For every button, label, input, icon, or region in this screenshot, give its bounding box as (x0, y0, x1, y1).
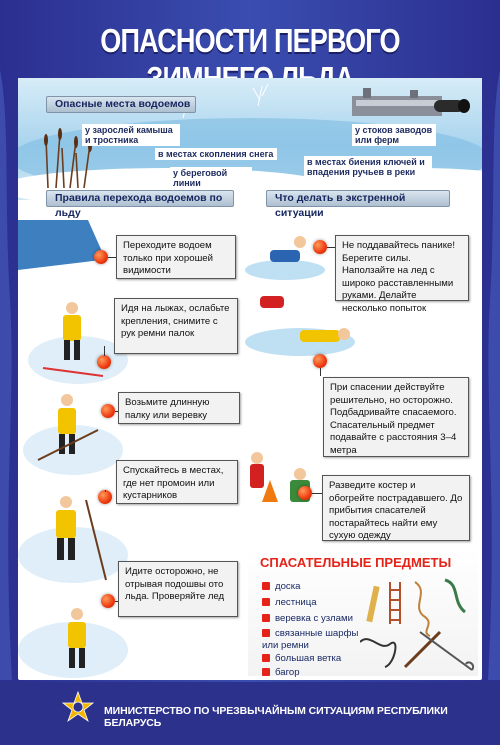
emergency-connector (320, 368, 321, 376)
red-square-bullet-icon (262, 598, 270, 606)
hook-pole-icon (420, 632, 472, 670)
label-reeds: у зарослей камыша и тростника (82, 124, 180, 146)
rescue-item-label: большая ветка (275, 653, 342, 664)
rescue-items-illustrations (360, 572, 476, 676)
scarf-icon (445, 580, 465, 612)
rule-tip-descent: Спускайтесь в местах, где нет промоин или кустарников (116, 460, 238, 504)
red-square-bullet-icon (262, 614, 270, 622)
rule-tip-walk-carefully: Идите осторожно, не отрывая подошвы ото льда. Проверяйте лед (118, 561, 238, 617)
ministry-emblem-icon (62, 691, 94, 723)
rescue-item (262, 596, 317, 611)
rescue-item-label: багор (275, 667, 300, 678)
red-square-bullet-icon (262, 629, 270, 637)
dangerous-places-header: Опасные места водоемов (46, 96, 196, 113)
belts-icon (360, 639, 395, 667)
rescue-item-label: лестница (275, 597, 317, 608)
emergency-connector (327, 247, 335, 248)
rope-icon (415, 582, 430, 636)
footer-ministry-name: МИНИСТЕРСТВО ПО ЧРЕЗВЫЧАЙНЫМ СИТУАЦИЯМ РЕСПУБЛИКИ БЕЛАРУСЬ (104, 705, 448, 729)
emergency-tip-rescue: При спасении действуйте решительно, но осторожно. Подбадривайте спасаемого. Спасательный предмет подавайте с расстояния 3–4 метра (323, 377, 469, 457)
emergency-connector (312, 493, 322, 494)
emergency-tip-warm-up: Разведите костер и обогрейте пострадавшего. До прибытия спасателей постарайтесь найти ему сухую одежду (322, 475, 470, 541)
rescue-item-label: веревка с узлами (275, 613, 353, 624)
rule-tip-skis: Идя на лыжах, ослабьте крепления, снимите с рук ремни палок (114, 298, 238, 354)
rescue-items-title: СПАСАТЕЛЬНЫЕ ПРЕДМЕТЫ (260, 555, 452, 570)
rule-bullet (94, 250, 108, 264)
emergency-bullet (313, 240, 327, 254)
label-shoreline: у береговой линии (170, 167, 252, 189)
label-springs-streams: в местах биения ключей и впадения ручьев в реки (304, 156, 432, 178)
branch-icon (405, 632, 440, 667)
red-square-bullet-icon (262, 668, 270, 676)
rule-bullet (101, 594, 115, 608)
emergency-bullet (313, 354, 327, 368)
emergency-header: Что делать в экстренной ситуации (266, 190, 450, 207)
rule-bullet (97, 355, 111, 369)
rule-connector (108, 257, 116, 258)
rescue-item-label: связанные шарфы или ремни (262, 628, 359, 651)
rescue-item (262, 652, 341, 667)
rule-tip-visibility: Переходите водоем только при хорошей видимости (116, 235, 236, 279)
rules-header: Правила перехода водоемов по льду (46, 190, 234, 207)
emergency-tip-no-panic: Не поддавайтесь панике! Берегите силы. Наползайте на лед с широко расставленными руками. Делайте несколько попыток (335, 235, 469, 301)
label-snow-drifts: в местах скопления снега (155, 148, 277, 160)
emergency-bullet (298, 486, 312, 500)
rule-connector (104, 346, 105, 356)
rule-bullet (98, 490, 112, 504)
red-square-bullet-icon (262, 582, 270, 590)
label-factory-drains: у стоков заводов или ферм (352, 124, 436, 146)
board-icon (366, 586, 379, 622)
rescue-item (262, 580, 300, 595)
ladder-icon (390, 582, 400, 624)
rescue-item (262, 628, 372, 652)
red-square-bullet-icon (262, 654, 270, 662)
poster-title: ОПАСНОСТИ ПЕРВОГО (100, 22, 400, 59)
rescue-item (262, 612, 353, 627)
rule-connector (105, 490, 106, 492)
rescue-item (262, 666, 300, 681)
rescue-item-label: доска (275, 581, 301, 592)
rule-bullet (101, 404, 115, 418)
rule-tip-stick: Возьмите длинную палку или веревку (118, 392, 240, 424)
